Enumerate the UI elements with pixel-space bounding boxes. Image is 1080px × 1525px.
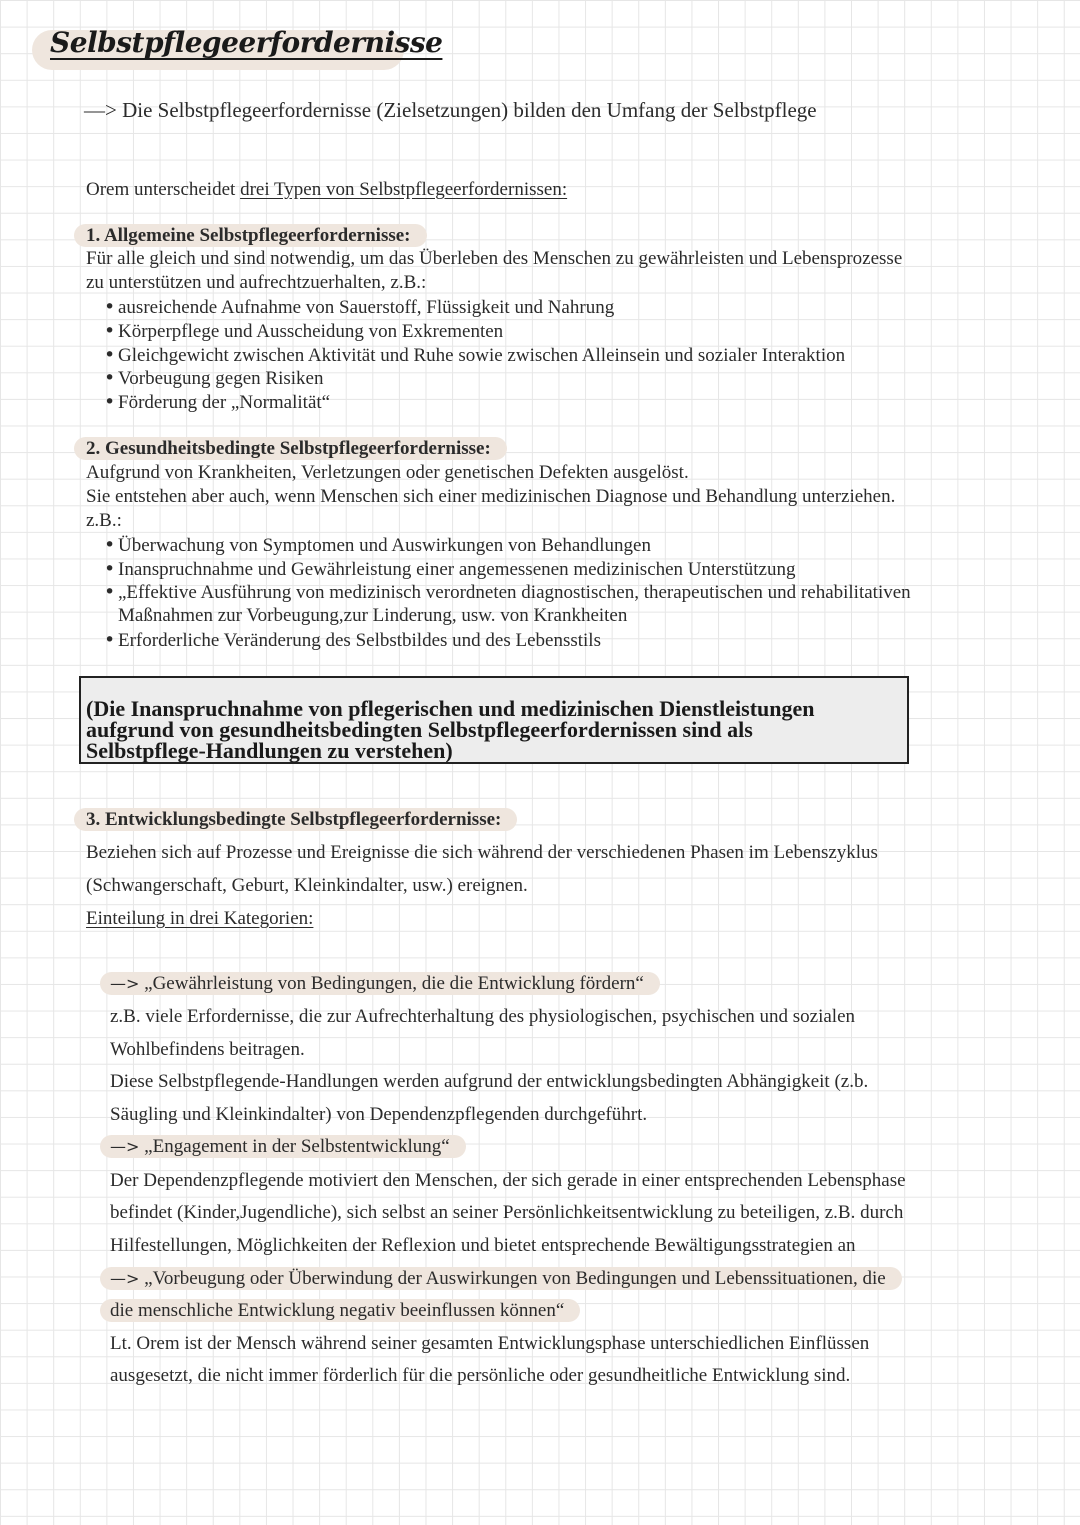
- section1-bullet-text: Förderung der „Normalität“: [118, 392, 331, 413]
- bullet-icon: •: [104, 581, 116, 603]
- bullet-icon: •: [104, 367, 116, 389]
- category1-line: Säugling und Kleinkindalter) von Dependenzpflegenden durchgeführt.: [110, 1104, 648, 1125]
- category3-title-cont: [100, 1299, 580, 1323]
- category3-title-text: „Vorbeugung oder Überwindung der Auswirkungen von Bedingungen und Lebenssituationen, die: [144, 1268, 886, 1289]
- bullet-icon: •: [104, 534, 116, 556]
- section1-bullet-text: Vorbeugung gegen Risiken: [118, 368, 324, 389]
- category2-title: [100, 1135, 466, 1159]
- orem-underlined: drei Typen von Selbstpflegeerfordernissen:: [240, 179, 568, 200]
- bullet-icon: •: [104, 320, 116, 342]
- section2-text1: Aufgrund von Krankheiten, Verletzungen oder genetischen Defekten ausgelöst.: [86, 462, 689, 483]
- section2-text2: Sie entstehen aber auch, wenn Menschen sich einer medizinischen Diagnose und Behandlung unterziehen.: [86, 486, 896, 507]
- section1-bullet: [104, 319, 503, 344]
- bullet-icon: •: [104, 391, 116, 413]
- category2-line: befindet (Kinder,Jugendliche), sich selbst an seiner Persönlichkeitsentwicklung zu beteiligen, z.B. durch: [110, 1202, 904, 1223]
- section3-heading-text: 3. Entwicklungsbedingte Selbstpflegeerfordernisse:: [74, 808, 517, 831]
- category2-line: Der Dependenzpflegende motiviert den Menschen, der sich gerade in einer entsprechenden Lebensphase: [110, 1170, 906, 1191]
- section1-text1: Für alle gleich und sind notwendig, um das Überleben des Menschen zu gewährleisten und Lebensprozesse: [86, 248, 903, 269]
- category3-line: ausgesetzt, die nicht immer förderlich für die persönliche oder gesundheitliche Entwicklung sind.: [110, 1365, 851, 1386]
- section2-bullet: [104, 580, 911, 605]
- category3-line: Lt. Orem ist der Mensch während seiner gesamten Entwicklungsphase unterschiedlichen Einflüssen: [110, 1333, 870, 1354]
- category1-line: Wohlbefindens beitragen.: [110, 1039, 305, 1060]
- page-title: Selbstpflegeerfordernisse: [50, 26, 443, 59]
- section1-bullet: [104, 366, 323, 391]
- section1-heading-text: 1. Allgemeine Selbstpflegeerfordernisse:: [74, 224, 427, 247]
- categories-label: Einteilung in drei Kategorien:: [86, 908, 314, 929]
- section1-bullet: [104, 295, 614, 320]
- section2-bullet3-cont: Maßnahmen zur Vorbeugung,zur Linderung, usw. von Krankheiten: [118, 605, 628, 626]
- category1-line: Diese Selbstpflegende-Handlungen werden aufgrund der entwicklungsbedingten Abhängigkeit (z.b.: [110, 1071, 869, 1092]
- section3-text1: Beziehen sich auf Prozesse und Ereignisse die sich während der verschiedenen Phasen im Lebenszyklus: [86, 842, 878, 863]
- box-line1: (Die Inanspruchnahme von pflegerischen und medizinischen Dienstleistungen: [86, 696, 815, 721]
- section1-heading: [74, 224, 427, 248]
- arrow-icon: —>: [110, 1137, 140, 1156]
- section2-heading-text: 2. Gesundheitsbedingte Selbstpflegeerfordernisse:: [74, 437, 507, 460]
- bullet-icon: •: [104, 558, 116, 580]
- section2-bullet: [104, 557, 795, 582]
- category1-title-text: „Gewährleistung von Bedingungen, die die Entwicklung fördern“: [144, 973, 644, 994]
- intro-line: —> Die Selbstpflegeerfordernisse (Zielsetzungen) bilden den Umfang der Selbstpflege: [84, 98, 817, 122]
- category3-title: [100, 1267, 902, 1291]
- section1-bullet: [104, 343, 845, 368]
- section1-bullet-text: Körperpflege und Ausscheidung von Exkrementen: [118, 321, 504, 342]
- box-line2: aufgrund von gesundheitsbedingten Selbstpflegeerfordernissen sind als: [86, 717, 753, 742]
- section2-bullet-text: Erforderliche Veränderung des Selbstbildes und des Lebensstils: [118, 630, 601, 651]
- section1-bullet-text: Gleichgewicht zwischen Aktivität und Ruhe sowie zwischen Alleinsein und sozialer Interaktion: [118, 345, 846, 366]
- section1-bullet-text: ausreichende Aufnahme von Sauerstoff, Flüssigkeit und Nahrung: [118, 297, 615, 318]
- section2-bullet-text: „Effektive Ausführung von medizinisch verordneten diagnostischen, therapeutischen und rehabilitativen: [118, 582, 911, 603]
- section2-bullet-text: Überwachung von Symptomen und Auswirkungen von Behandlungen: [118, 535, 651, 556]
- bullet-icon: •: [104, 296, 116, 318]
- section2-heading: [74, 437, 507, 461]
- section3-text2: (Schwangerschaft, Geburt, Kleinkindalter, usw.) ereignen.: [86, 875, 528, 896]
- orem-prefix: Orem unterscheidet: [86, 179, 241, 200]
- section3-heading: [74, 808, 517, 832]
- section2-bullet: [104, 628, 601, 653]
- category2-line: Hilfestellungen, Möglichkeiten der Reflexion und bietet entsprechende Bewältigungsstrategien an: [110, 1235, 856, 1256]
- section2-bullet-text: Inanspruchnahme und Gewährleistung einer angemessenen medizinischen Unterstützung: [118, 559, 796, 580]
- section2-text3: z.B.:: [86, 510, 122, 531]
- category3-title2-text: die menschliche Entwicklung negativ beeinflussen können“: [100, 1299, 580, 1322]
- category1-line: z.B. viele Erfordernisse, die zur Aufrechterhaltung des physiologischen, psychischen und sozialen: [110, 1006, 856, 1027]
- category2-title-text: „Engagement in der Selbstentwicklung“: [144, 1136, 450, 1157]
- section1-bullet: [104, 390, 330, 415]
- box-line3: Selbstpflege-Handlungen zu verstehen): [86, 738, 453, 763]
- bullet-icon: •: [104, 344, 116, 366]
- section2-bullet: [104, 533, 651, 558]
- arrow-icon: —>: [110, 974, 140, 993]
- section1-text2: zu unterstützen und aufrechtzuerhalten, z.B.:: [86, 272, 427, 293]
- arrow-icon: —>: [110, 1269, 140, 1288]
- orem-line: [86, 178, 567, 202]
- category1-title: [100, 972, 660, 996]
- bullet-icon: •: [104, 629, 116, 651]
